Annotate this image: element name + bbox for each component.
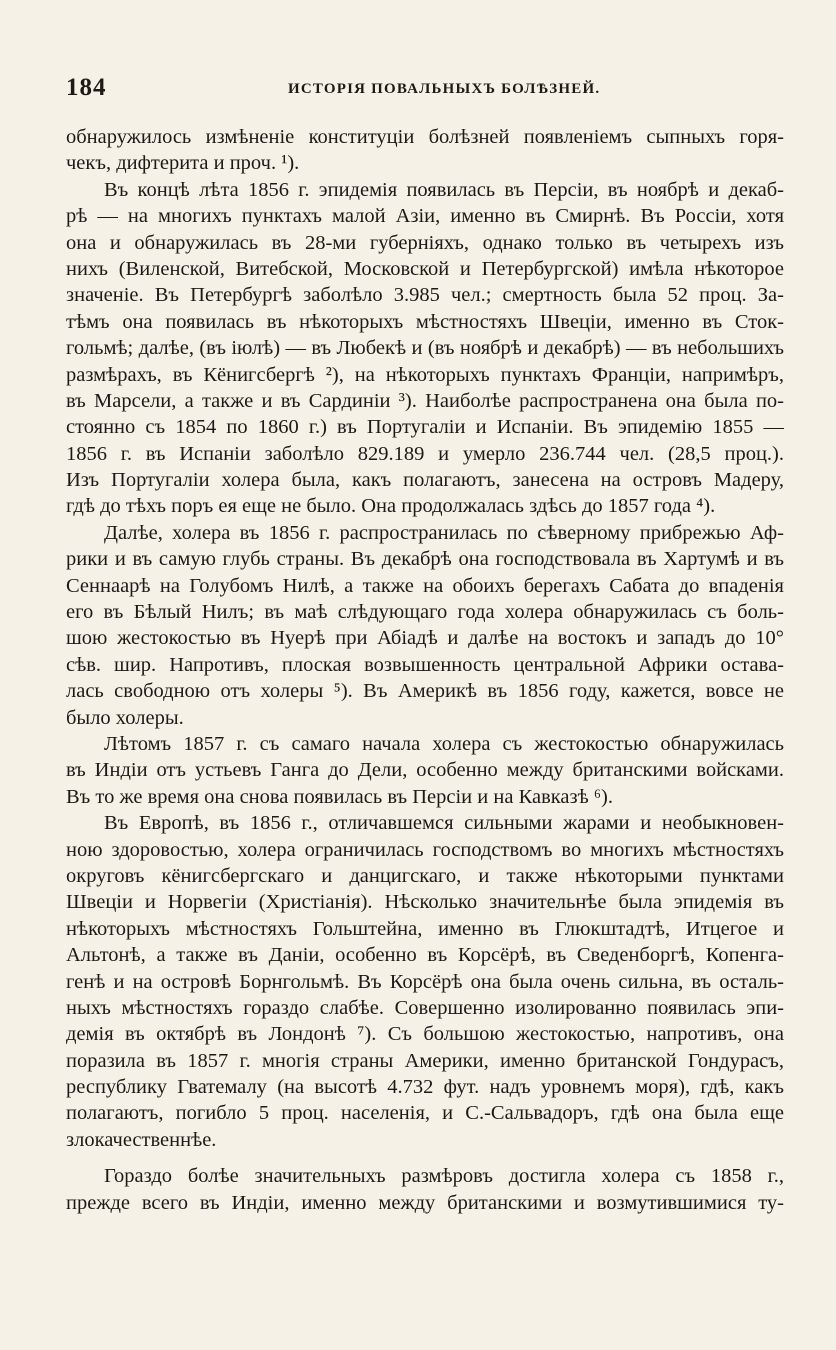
text-line: республику Гватемалу (на высотѣ 4.732 фут. надъ уровнемъ моря), гдѣ, какъ bbox=[66, 1076, 784, 1099]
text-line: въ Марсели, а также и въ Сардиніи ³). Наиболѣе распространена она была по- bbox=[66, 389, 784, 412]
text-line: прежде всего въ Индіи, именно между британскими и возмутившимися ту- bbox=[66, 1191, 784, 1214]
text-line: значеніе. Въ Петербургѣ заболѣло 3.985 чел.; смертность была 52 проц. За- bbox=[66, 284, 784, 307]
text-line: демія въ октябрѣ въ Лондонѣ ⁷). Съ большою жестокостью, напротивъ, она bbox=[66, 1023, 784, 1046]
text-line: обнаружилось измѣненіе конституціи болѣзней появленіемъ сыпныхъ горя- bbox=[66, 126, 784, 148]
page-number: 184 bbox=[66, 74, 107, 101]
text-line: Далѣе, холера въ 1856 г. распространилась по сѣверному прибрежью Аф- bbox=[104, 521, 784, 544]
text-line: Альтонѣ, а также въ Даніи, особенно въ Корсёрѣ, въ Сведенборгѣ, Копенга- bbox=[66, 944, 784, 967]
text-line: она и обнаружилась въ 28-ми губерніяхъ, однако только въ четырехъ изъ bbox=[66, 231, 784, 254]
text-line: генѣ и на островѣ Борнгольмѣ. Въ Корсёрѣ она была очень сильна, въ осталь- bbox=[66, 970, 784, 993]
text-line: лась свободною отъ холеры ⁵). Въ Америкѣ въ 1856 году, кажется, вовсе не bbox=[66, 680, 784, 703]
text-line: поразила въ 1857 г. многія страны Америки, именно британской Гондурасъ, bbox=[66, 1049, 784, 1072]
text-line: шою жестокостью въ Нуерѣ при Абіадѣ и далѣе на востокъ и западъ до 10° bbox=[66, 627, 784, 650]
text-line: Сеннаарѣ на Голубомъ Нилѣ, а также на обоихъ берегахъ Сабата до впаденія bbox=[66, 574, 784, 597]
text-line: Изъ Португаліи холера была, какъ полагаютъ, занесена на островъ Мадеру, bbox=[66, 469, 784, 492]
text-line: Въ то же время она снова появилась въ Персіи и на Кавказѣ ⁶). bbox=[66, 785, 613, 808]
text-line: Въ концѣ лѣта 1856 г. эпидемія появилась въ Персіи, въ ноябрѣ и декаб- bbox=[104, 178, 784, 201]
text-line: стоянно съ 1854 по 1860 г.) въ Португаліи и Испаніи. Въ эпидемію 1855 — bbox=[66, 416, 784, 439]
body-text bbox=[66, 124, 784, 1216]
text-line: гдѣ до тѣхъ поръ ея еще не было. Она продолжалась здѣсь до 1857 года ⁴). bbox=[66, 495, 716, 518]
text-line: Лѣтомъ 1857 г. съ самаго начала холера съ жестокостью обнаружилась bbox=[104, 732, 784, 755]
text-line: полагаютъ, погибло 5 проц. населенія, и С.-Сальвадоръ, гдѣ она была еще bbox=[66, 1102, 784, 1125]
text-line: ною здоровостью, холера ограничилась господствомъ во многихъ мѣстностяхъ bbox=[66, 838, 784, 861]
text-line: нихъ (Виленской, Витебской, Московской и Петербургской) имѣла нѣкоторое bbox=[66, 257, 784, 280]
text-line: его въ Бѣлый Нилъ; въ маѣ слѣдующаго года холера обнаружилась съ боль- bbox=[66, 601, 784, 624]
text-line: гольмѣ; далѣе, (въ іюлѣ) — въ Любекѣ и (въ ноябрѣ и декабрѣ) — въ небольшихъ bbox=[66, 337, 784, 360]
text-line: чекъ, дифтерита и проч. ¹). bbox=[66, 152, 300, 175]
text-line: нѣкоторыхъ мѣстностяхъ Гольштейна, именно въ Глюкштадтѣ, Итцегое и bbox=[66, 917, 784, 940]
text-line: 1856 г. въ Испаніи заболѣло 829.189 и умерло 236.744 чел. (28,5 проц.). bbox=[66, 442, 784, 465]
text-line: Гораздо болѣе значительныхъ размѣровъ достигла холера съ 1858 г., bbox=[104, 1165, 784, 1188]
text-line: ныхъ мѣстностяхъ гораздо слабѣе. Совершенно изолированно появилась эпи- bbox=[66, 996, 784, 1019]
paragraph-gap bbox=[66, 1153, 784, 1163]
text-line: сѣв. шир. Напротивъ, плоская возвышенность центральной Африки остава- bbox=[66, 653, 784, 676]
text-line: тѣмъ она появилась въ нѣкоторыхъ мѣстностяхъ Швеціи, именно въ Сток- bbox=[66, 310, 784, 333]
text-line: рики и въ самую глубь страны. Въ декабрѣ она господствовала въ Хартумѣ и въ bbox=[66, 548, 784, 571]
page-header bbox=[66, 74, 786, 104]
text-line: рѣ — на многихъ пунктахъ малой Азіи, именно въ Смирнѣ. Въ Россіи, хотя bbox=[66, 205, 784, 228]
text-line: размѣрахъ, въ Кёнигсбергѣ ²), на нѣкоторыхъ пунктахъ Франціи, напримѣръ, bbox=[66, 363, 784, 386]
text-line: Швеціи и Норвегіи (Христіанія). Нѣсколько значительнѣе была эпидемія въ bbox=[66, 891, 784, 914]
text-line: округовъ кёнигсбергскаго и данцигскаго, и также нѣкоторыми пунктами bbox=[66, 864, 784, 887]
text-line: злокачественнѣе. bbox=[66, 1128, 217, 1151]
text-line: Въ Европѣ, въ 1856 г., отличавшемся сильными жарами и необыкновен- bbox=[104, 812, 784, 835]
text-line: въ Индіи отъ устьевъ Ганга до Дели, особенно между британскими войсками. bbox=[66, 759, 784, 782]
text-line: было холеры. bbox=[66, 706, 184, 729]
running-title: ИСТОРІЯ ПОВАЛЬНЫХЪ БОЛѢЗНЕЙ. bbox=[288, 81, 601, 97]
